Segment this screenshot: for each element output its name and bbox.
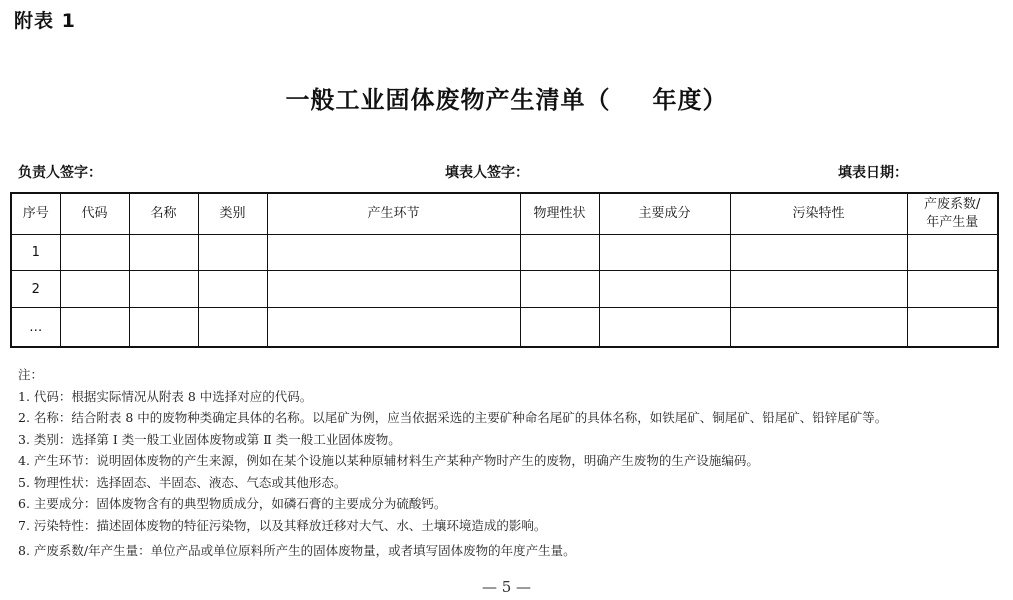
document-title-left: 一般工业固体废物产生清单（ (285, 86, 611, 114)
header-generation-stage: 产生环节 (267, 193, 520, 235)
cell-pollution-characteristics[interactable] (730, 308, 907, 348)
cell-generation-coefficient[interactable] (907, 308, 998, 348)
row-serial: 1 (11, 235, 60, 271)
cell-physical-form[interactable] (520, 308, 599, 348)
cell-code[interactable] (60, 271, 129, 308)
table-row (11, 271, 998, 308)
cell-generation-stage[interactable] (267, 235, 520, 271)
cell-main-components[interactable] (599, 235, 730, 271)
waste-inventory-table (10, 192, 999, 348)
document-title (0, 80, 1013, 115)
note-item: 2. 名称：结合附表 8 中的废物种类确定具体的名称。以尾矿为例，应当依据采选的主要矿种命名尾矿的具体名称，如铁尾矿、铜尾矿、铅尾矿、铅锌尾矿等。 (18, 410, 888, 425)
cell-generation-stage[interactable] (267, 308, 520, 348)
cell-name[interactable] (129, 271, 198, 308)
cell-pollution-characteristics[interactable] (730, 271, 907, 308)
note-item: 6. 主要成分：固体废物含有的典型物质成分，如磷石膏的主要成分为硫酸钙。 (18, 496, 447, 511)
responsible-signature-label: 负责人签字： (18, 165, 102, 181)
note-item: 5. 物理性状：选择固态、半固态、液态、气态或其他形态。 (18, 474, 347, 490)
note-item: 8. 产废系数/年产生量：单位产品或单位原料所产生的固体废物量，或者填写固体废物的年度产生量。 (18, 543, 576, 558)
row-serial: 2 (11, 271, 60, 308)
cell-generation-coefficient[interactable] (907, 235, 998, 271)
header-category: 类别 (198, 193, 267, 235)
cell-name[interactable] (129, 235, 198, 271)
appendix-label: 附表 1 (14, 10, 76, 32)
header-pollution-characteristics: 污染特性 (730, 193, 907, 235)
note-item: 7. 污染特性：描述固体废物的特征污染物，以及其释放迁移对大气、水、土壤环境造成的影响。 (18, 517, 547, 533)
header-physical-form: 物理性状 (520, 193, 599, 235)
cell-category[interactable] (198, 271, 267, 308)
cell-code[interactable] (60, 308, 129, 348)
notes-section (18, 364, 887, 562)
note-item: 1. 代码：根据实际情况从附表 8 中选择对应的代码。 (18, 388, 313, 404)
cell-generation-stage[interactable] (267, 271, 520, 308)
note-item: 4. 产生环节：说明固体废物的产生来源，例如在某个设施以某种原辅材料生产某种产物时产生的废物，明确产生废物的生产设施编码。 (18, 453, 759, 468)
table-row (11, 235, 998, 271)
row-serial: … (11, 308, 60, 348)
document-title-right: 年度） (652, 86, 728, 114)
table-row (11, 308, 998, 348)
cell-generation-coefficient[interactable] (907, 271, 998, 308)
fill-date-label: 填表日期： (838, 165, 908, 181)
note-item: 3. 类别：选择第 Ⅰ 类一般工业固体废物或第 Ⅱ 类一般工业固体废物。 (18, 431, 401, 447)
cell-pollution-characteristics[interactable] (730, 235, 907, 271)
filler-signature-label: 填表人签字： (445, 165, 529, 181)
header-code: 代码 (60, 193, 129, 235)
cell-category[interactable] (198, 308, 267, 348)
page-number: — 5 — (481, 578, 532, 596)
cell-physical-form[interactable] (520, 235, 599, 271)
notes-heading: 注： (18, 367, 44, 382)
cell-category[interactable] (198, 235, 267, 271)
cell-physical-form[interactable] (520, 271, 599, 308)
header-name: 名称 (129, 193, 198, 235)
cell-code[interactable] (60, 235, 129, 271)
cell-name[interactable] (129, 308, 198, 348)
cell-main-components[interactable] (599, 271, 730, 308)
header-main-components: 主要成分 (599, 193, 730, 235)
table-header-row (11, 193, 998, 235)
header-serial: 序号 (11, 193, 60, 235)
header-generation-coefficient: 产废系数/ 年产生量 (907, 193, 998, 235)
cell-main-components[interactable] (599, 308, 730, 348)
